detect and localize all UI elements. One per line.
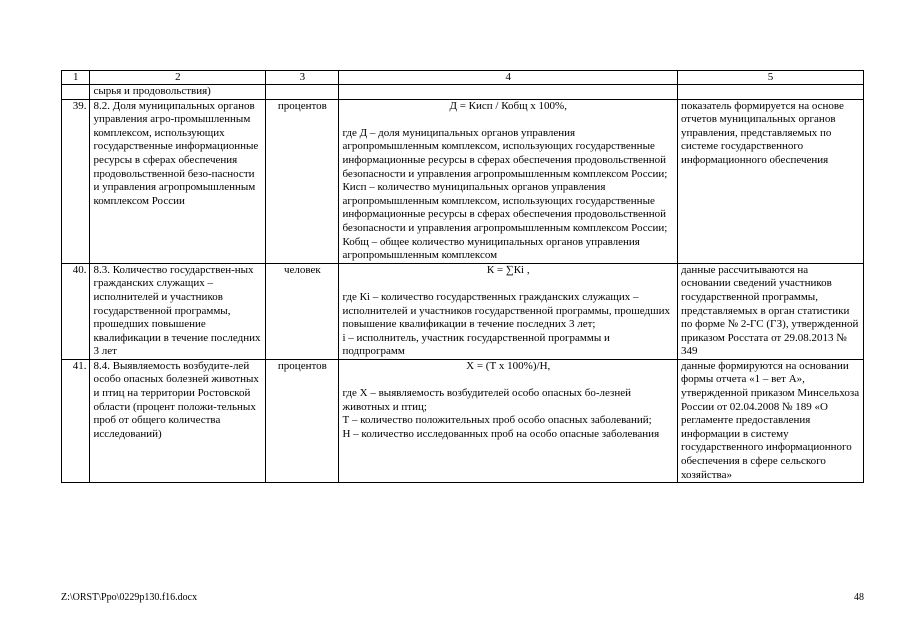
table-header-row xyxy=(62,71,864,85)
unit-of-measure: процентов xyxy=(266,99,339,263)
data-source: данные рассчитываются на основании сведений участников государственной программы, представляемых в орган статистики по форме № 2-ГС (ГЗ), утвержденной приказом Росстата от 29.08.2013 № 349 xyxy=(677,263,863,359)
explanation-line: где Кi – количество государственных гражданских служащих – исполнителей и участников государственной программы, прошедших повышение квалификации в течение последних 3 лет; xyxy=(342,290,670,331)
table-row xyxy=(62,99,864,263)
table-row xyxy=(62,359,864,482)
indicator-name: 8.3. Количество государствен-ных гражданских служащих – исполнителей и участников государственной программы, прошедших повышение квалификации в течение последних 3 лет xyxy=(90,263,266,359)
data-source: показатель формируется на основе отчетов муниципальных органов управления, представляемых по системе государственного информационного обеспечения xyxy=(677,99,863,263)
explanation-line: Н – количество исследованных проб на особо опасные заболевания xyxy=(342,427,660,440)
unit-of-measure: процентов xyxy=(266,359,339,482)
table-row xyxy=(62,263,864,359)
formula: Д = Кисп / Кобщ х 100%, xyxy=(449,99,567,112)
formula: Х = (Т х 100%)/Н, xyxy=(466,359,551,372)
explanation-line: i – исполнитель, участник государственной программы и подпрограмм xyxy=(342,331,610,358)
column-header-1: 1 xyxy=(62,71,90,85)
indicator-table xyxy=(61,70,864,483)
explanation-line: Кисп – количество муниципальных органов управления агропромышленным комплексом, использующих государственные информационные ресурсы в сферах обеспечения продовольственной безопасности и управления агропромышленным комплексом России; xyxy=(342,181,668,234)
explanation-line: Кобщ – общее количество муниципальных органов управления агропромышленным комплексом xyxy=(342,235,640,262)
file-path: Z:\ORST\Ppo\0229p130.f16.docx xyxy=(61,592,198,603)
unit-of-measure: человек xyxy=(266,263,339,359)
data-source: данные формируются на основании формы отчета «1 – вет А», утвержденной приказом Минсельхоза России от 02.04.2008 № 189 «О регламенте предоставления информации в систему государственного информационного обеспечения в сфере сельского хозяйства» xyxy=(677,359,863,482)
row-number: 41. xyxy=(62,359,90,482)
indicator-name: 8.2. Доля муниципальных органов управления агро-промышленным комплексом, использующих государственные информационные ресурсы в сферах обеспечения продовольственной безо-пасности и управления агропромышленным комплексом России xyxy=(90,99,266,263)
column-header-5: 5 xyxy=(677,71,863,85)
calculation-method xyxy=(339,263,677,359)
explanation-line: где Х – выявляемость возбудителей особо опасных бо-лезней животных и птиц; xyxy=(342,387,631,413)
column-header-2: 2 xyxy=(90,71,266,85)
explanation-line: Т – количество положительных проб особо опасных заболеваний; xyxy=(342,414,652,427)
calculation-method xyxy=(339,99,677,263)
formula: К = ∑Кi , xyxy=(486,263,530,276)
continuation-text: сырья и продовольствия) xyxy=(90,85,266,100)
explanation-line: где Д – доля муниципальных органов управления агропромышленным комплексом, использующих государственные информационные ресурсы в сферах обеспечения продовольственной безопасности и управления агропромышленным комплексом России; xyxy=(342,126,668,180)
row-number: 39. xyxy=(62,99,90,263)
calculation-method xyxy=(339,359,677,482)
indicator-name: 8.4. Выявляемость возбудите-лей особо опасных болезней животных и птиц на территории Ростовской области (процент положи-тельных проб от общего количества исследований) xyxy=(90,359,266,482)
column-header-4: 4 xyxy=(339,71,677,85)
page-number: 48 xyxy=(854,592,864,603)
column-header-3: 3 xyxy=(266,71,339,85)
continuation-row xyxy=(62,85,864,100)
row-number: 40. xyxy=(62,263,90,359)
